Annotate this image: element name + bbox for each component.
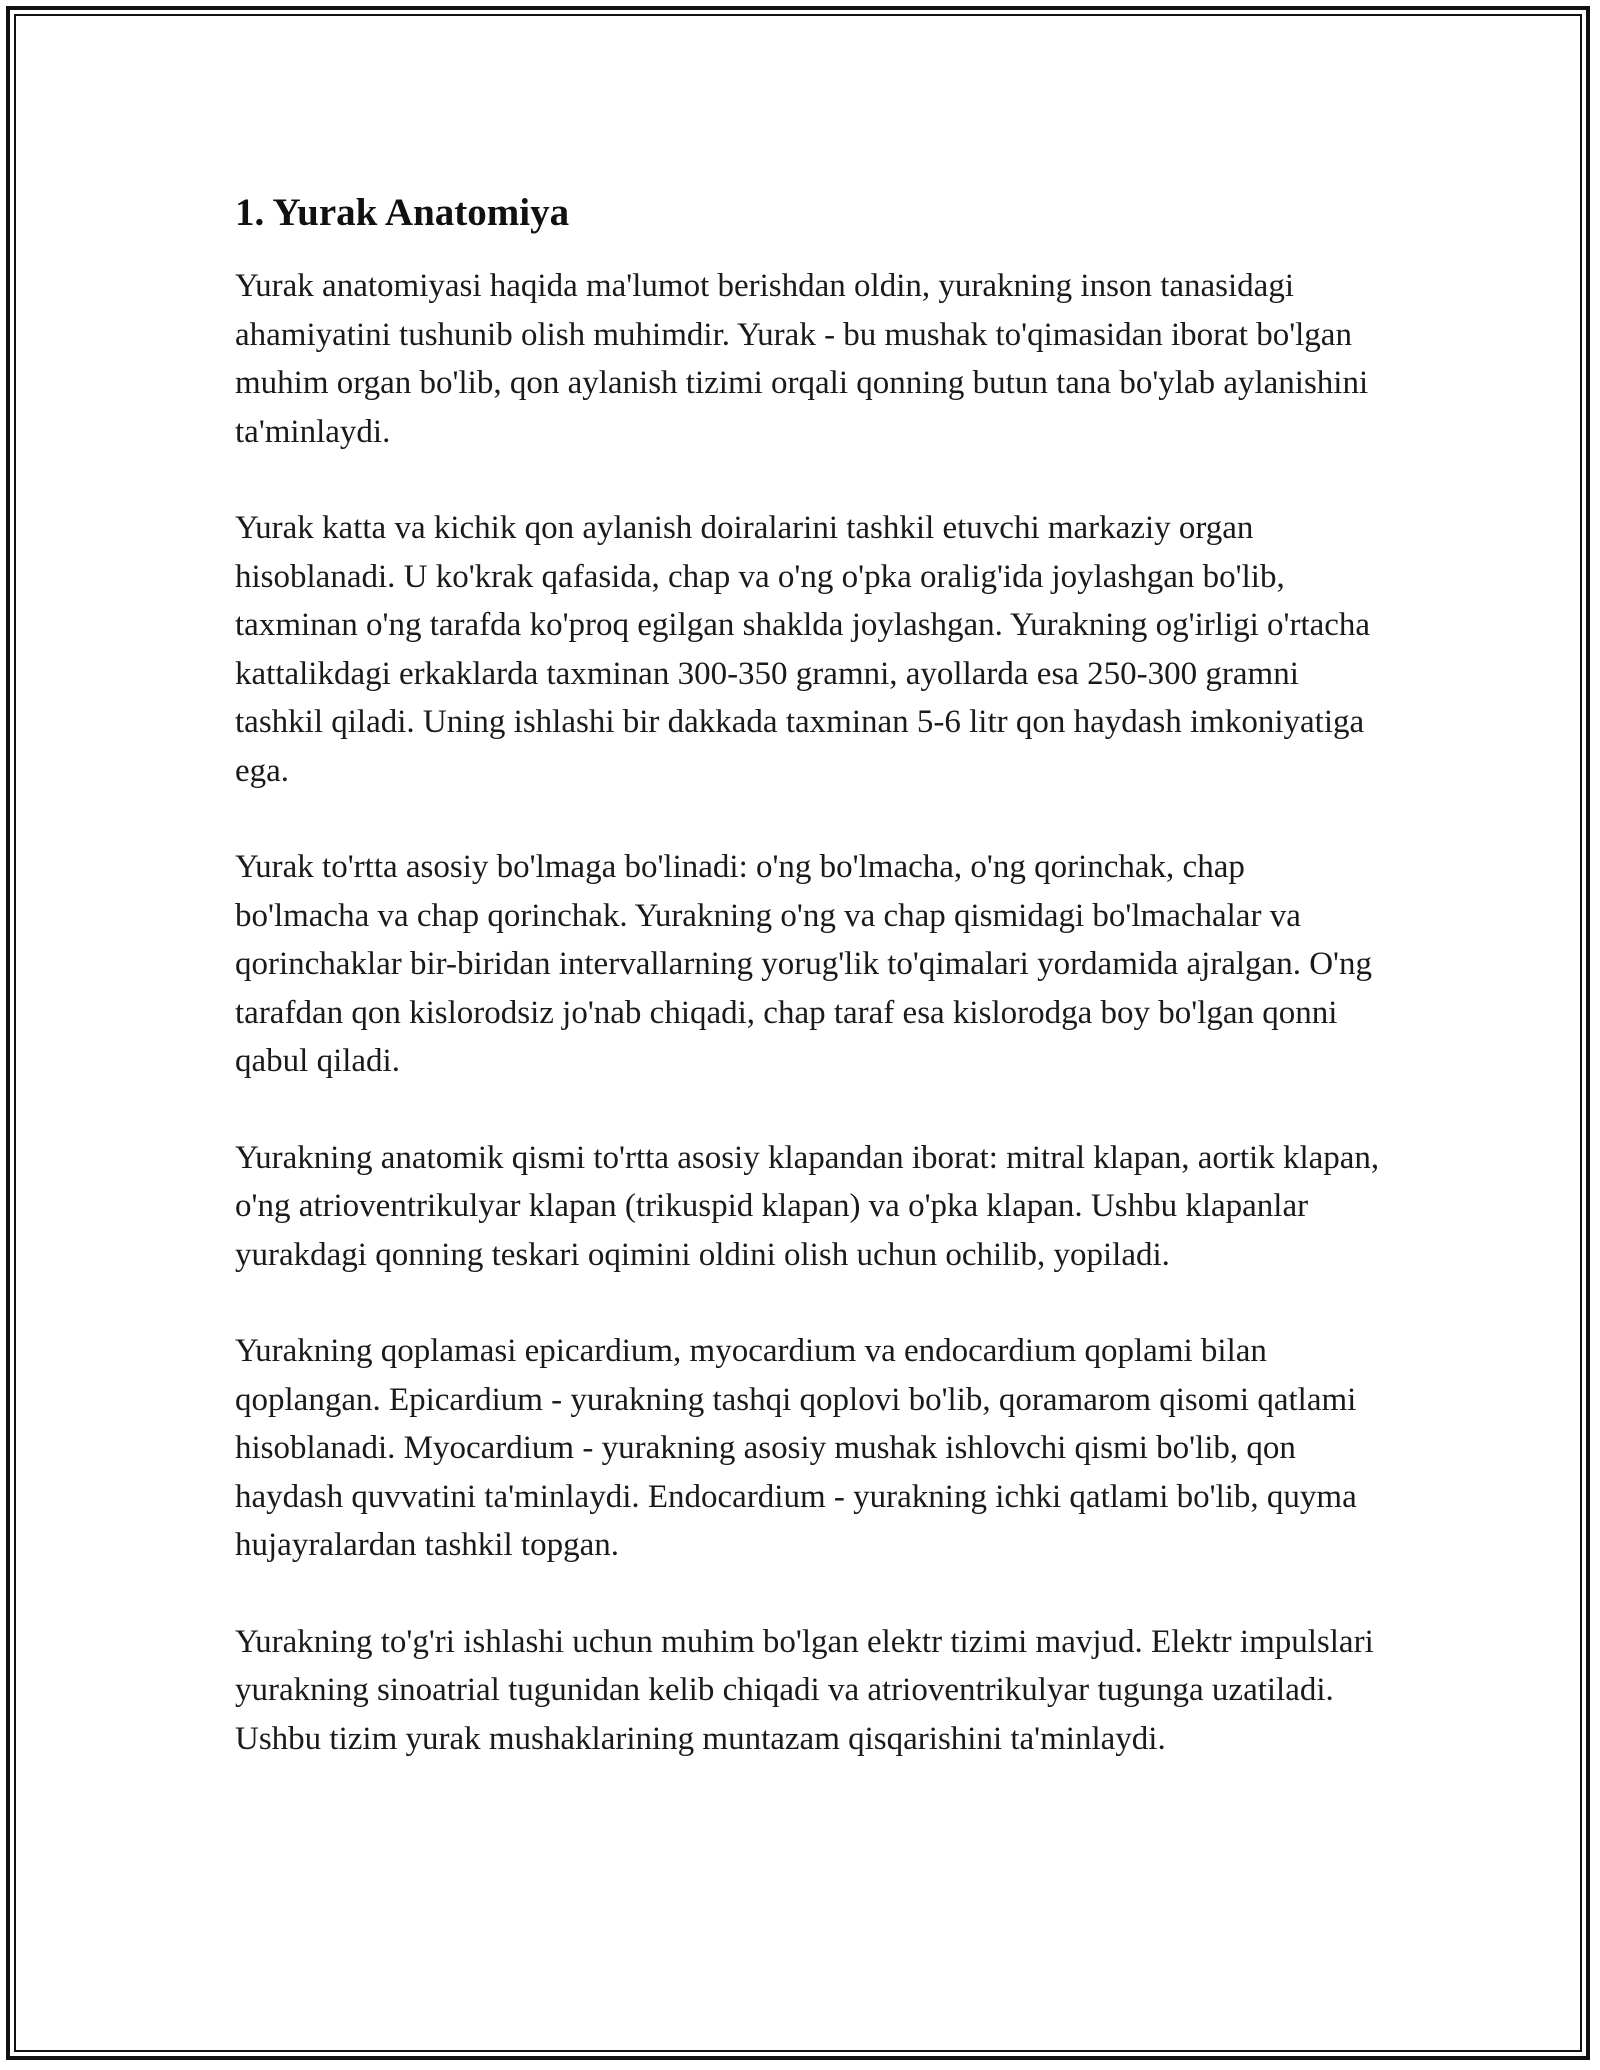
paragraph-electrical-system: Yurakning to'g'ri ishlashi uchun muhim bo'lgan elektr tizimi mavjud. Elektr impulslari yurakning sinoatrial tugunidan kelib chiqadi va atrioventrikulyar tugunga uzatiladi. Ushbu tizim yurak mushaklarining muntazam qisqarishini ta'minlaydi. bbox=[235, 1623, 1374, 1757]
paragraph-layers: Yurakning qoplamasi epicardium, myocardium va endocardium qoplami bilan qoplangan. Epicardium - yurakning tashqi qoplovi bo'lib, qoramarom qisomi qatlami hisoblanadi. Myocardium - yurakning asosiy mushak ishlovchi qismi bo'lib, qon haydash quvvatini ta'minlaydi. Endocardium - yurakning ichki qatlami bo'lib, quyma hujayralardan tashkil topgan. bbox=[235, 1333, 1357, 1563]
paragraph-location-weight: Yurak katta va kichik qon aylanish doiralarini tashkil etuvchi markaziy organ hisoblanadi. U ko'krak qafasida, chap va o'ng o'pka oralig'ida joylashgan bo'lib, taxminan o'ng tarafda ko'proq egilgan shaklda joylashgan. Yurakning og'irligi o'rtacha kattalikdagi erkaklarda taxminan 300-350 gramni, ayollarda esa 250-300 gramni tashkil qiladi. Uning ishlashi bir dakkada taxminan 5-6 litr qon haydash imkoniyatiga ega. bbox=[235, 510, 1371, 789]
paragraph-intro: Yurak anatomiyasi haqida ma'lumot berishdan oldin, yurakning inson tanasidagi ahamiyatini tushunib olish muhimdir. Yurak - bu mushak to'qimasidan iborat bo'lgan muhim organ bo'lib, qon aylanish tizimi orqali qonning butun tana bo'ylab aylanishini ta'minlaydi. bbox=[235, 268, 1369, 450]
paragraph-chambers: Yurak to'rtta asosiy bo'lmaga bo'linadi: o'ng bo'lmacha, o'ng qorinchak, chap bo'lmacha va chap qorinchak. Yurakning o'ng va chap qismidagi bo'lmachalar va qorinchaklar bir-biridan intervallarning yorug'lik to'qimalari yordamida ajralgan. O'ng tarafdan qon kislorodsiz jo'nab chiqadi, chap taraf esa kislorodga boy bo'lgan qonni qabul qiladi. bbox=[235, 849, 1372, 1079]
paragraph-valves: Yurakning anatomik qismi to'rtta asosiy klapandan iborat: mitral klapan, aortik klapan, o'ng atrioventrikulyar klapan (trikuspid klapan) va o'pka klapan. Ushbu klapanlar yurakdagi qonning teskari oqimini oldini olish uchun ochilib, yopiladi. bbox=[235, 1139, 1380, 1273]
document-body bbox=[235, 185, 1385, 1811]
page-title: 1. Yurak Anatomiya bbox=[235, 191, 570, 234]
